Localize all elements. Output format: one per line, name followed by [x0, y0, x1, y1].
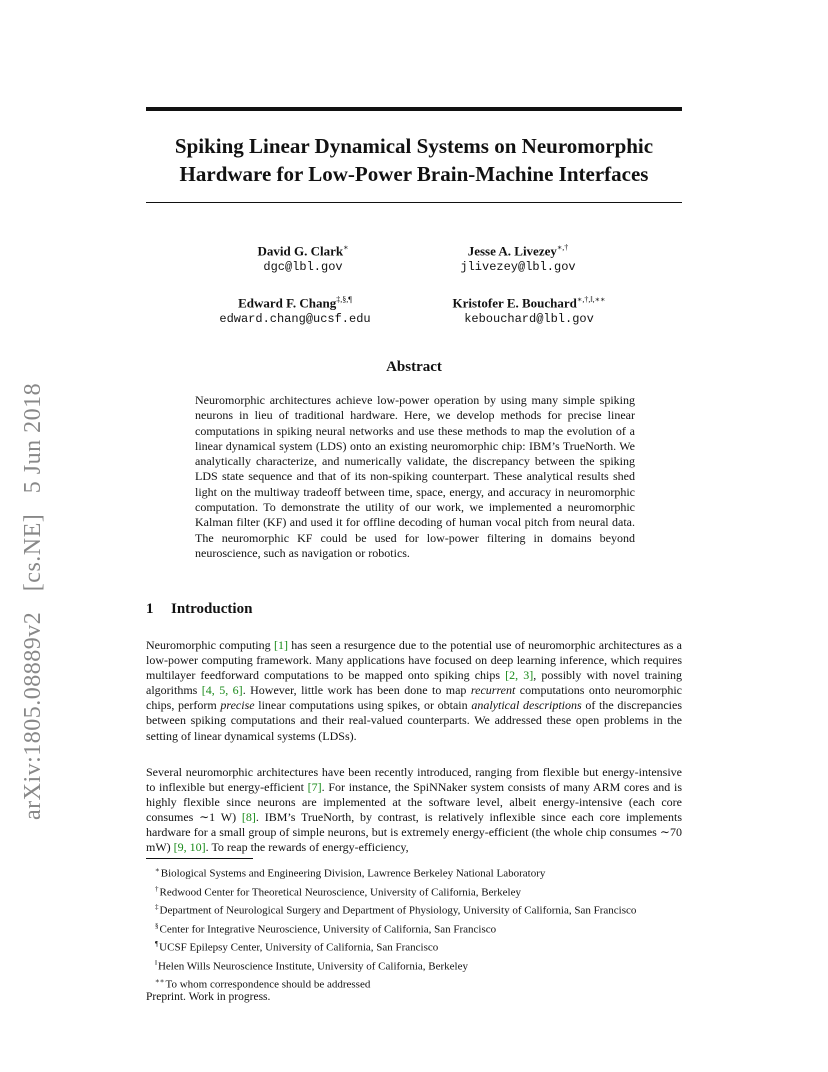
- footnotes: [155, 863, 695, 993]
- author-email: edward.chang@ucsf.edu: [219, 312, 371, 327]
- author-name: Jesse A. Livezey∗,†: [467, 243, 569, 259]
- title-line-2: Hardware for Low-Power Brain-Machine Interfaces: [179, 162, 649, 186]
- author-name: David G. Clark∗: [257, 243, 349, 259]
- title-top-rule: [146, 107, 682, 111]
- author-name: Edward F. Chang‡,§,¶: [238, 295, 352, 311]
- author-name: Kristofer E. Bouchard∗,†,‖,∗∗: [452, 295, 606, 311]
- citation-link[interactable]: [4, 5, 6]: [201, 683, 243, 698]
- author-email: dgc@lbl.gov: [263, 260, 343, 275]
- citation-link[interactable]: [9, 10]: [173, 840, 206, 855]
- author-email: kebouchard@lbl.gov: [464, 312, 594, 327]
- intro-paragraph-2: Several neuromorphic architectures have been recently introduced, ranging from flexible but energy-intensive to inflexible but energy-efficient [7]. For instance, the SpiNNaker system consists of many ARM cores and is highly flexible since neurons are implemented at the software level, albeit energy-intensive (each core consumes ∼1 W) [8]. IBM’s TrueNorth, by contrast, is relatively inflexible since each core implements hardware for a small group of simple neurons, but is extremely energy-efficient (the whole chip consumes ∼70 mW) [9, 10]. To reap the rewards of energy-efficiency,: [146, 765, 682, 855]
- citation-link[interactable]: [1]: [273, 638, 288, 652]
- author-block-1: [183, 239, 423, 276]
- section-heading: [146, 601, 252, 618]
- footnote: ∗Biological Systems and Engineering Division, Lawrence Berkeley National Laboratory: [155, 866, 546, 880]
- footnote: ∗∗To whom correspondence should be addressed: [155, 977, 371, 992]
- footnote-rule: [146, 858, 253, 859]
- paper-title: [146, 132, 682, 188]
- title-line-1: Spiking Linear Dynamical Systems on Neuromorphic: [174, 134, 654, 158]
- footnote: ‡Department of Neurological Surgery and Department of Physiology, University of California, San Francisco: [155, 903, 637, 917]
- arxiv-category: [cs.NE]: [20, 513, 46, 592]
- title-bottom-rule: [146, 202, 682, 203]
- arxiv-identifier: [20, 383, 47, 820]
- arxiv-id: arXiv:1805.08889v2: [20, 611, 46, 820]
- preprint-note: Preprint. Work in progress.: [146, 991, 271, 1003]
- footnote: ‖Helen Wills Neuroscience Institute, University of California, Berkeley: [155, 958, 468, 973]
- footnote: †Redwood Center for Theoretical Neuroscience, University of California, Berkeley: [155, 884, 521, 899]
- footnote: ¶UCSF Epilepsy Center, University of California, San Francisco: [155, 940, 439, 954]
- author-block-4: [409, 291, 649, 328]
- citation-link[interactable]: [2, 3]: [505, 668, 534, 683]
- footnote: §Center for Integrative Neuroscience, University of California, San Francisco: [155, 921, 497, 936]
- arxiv-date: 5 Jun 2018: [20, 382, 46, 494]
- abstract-heading: Abstract: [386, 359, 442, 375]
- section-number: 1: [146, 601, 154, 617]
- author-block-2: [398, 239, 638, 276]
- citation-link[interactable]: [7]: [307, 780, 322, 795]
- intro-paragraph-1: Neuromorphic computing [1] has seen a resurgence due to the potential use of neuromorphic architectures as a low-power computing framework. Many applications have focused on deep learning inference, which requires multilayer feedforward computations to be mapped onto spiking chips [2, 3], possibly with novel training algorithms [4, 5, 6]. However, little work has been done to map recurrent computations onto neuromorphic chips, perform precise linear computations using spikes, or obtain analytical descriptions of the discrepancies between spiking computations and their real-valued counterparts. We addressed these open problems in the setting of linear dynamical systems (LDSs).: [146, 638, 683, 743]
- abstract-text: Neuromorphic architectures achieve low-power operation by using many simple spiking neurons in lieu of traditional hardware. Here, we develop methods for precise linear computations in spiking neural networks and use these methods to map the evolution of a linear dynamical system (LDS) onto an existing neuromorphic chip: IBM’s TrueNorth. We analytically characterize, and numerically validate, the discrepancy between the spiking LDS state sequence and that of its non-spiking counterpart. These analytical results shed light on the multiway tradeoff between time, space, energy, and accuracy in neuromorphic computation. To demonstrate the utility of our work, we implemented a neuromorphic Kalman filter (KF) and used it for offline decoding of human vocal pitch from neural data. The neuromorphic KF could be used for low-power filtering in domains beyond neuroscience, such as navigation or robotics.: [195, 393, 635, 560]
- citation-link[interactable]: [8]: [241, 810, 256, 825]
- section-title: Introduction: [171, 601, 253, 617]
- author-email: jlivezey@lbl.gov: [460, 260, 576, 275]
- author-block-3: [175, 291, 415, 328]
